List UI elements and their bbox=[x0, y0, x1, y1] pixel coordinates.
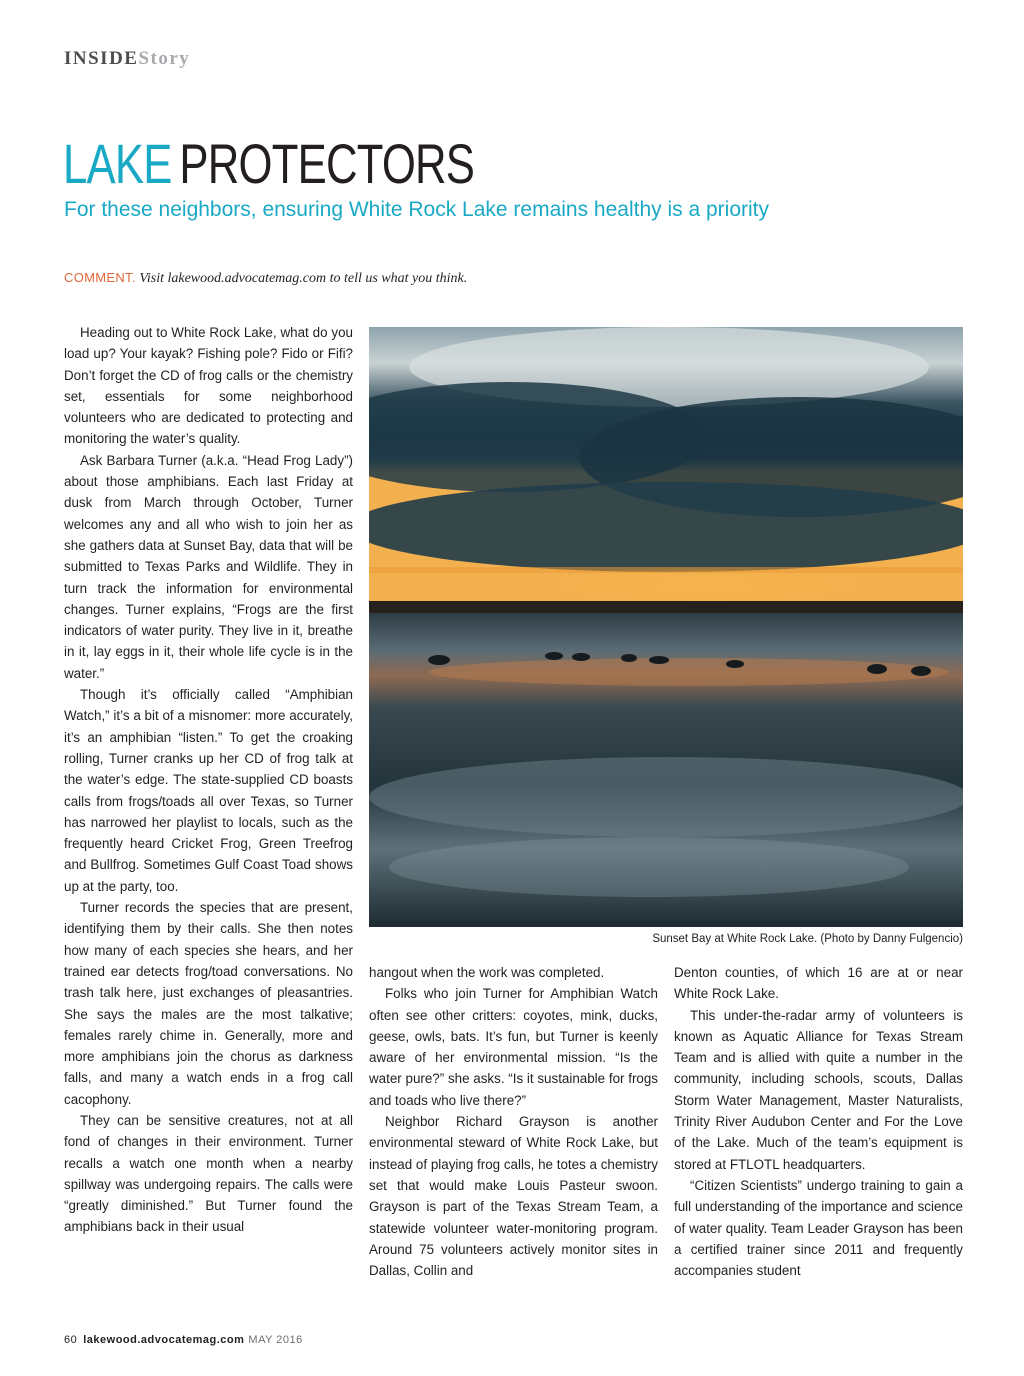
paragraph: This under-the-radar army of volunteers is known as Aquatic Alliance for Texas Stream Team and is allied with quite a number in the community, including schools, scouts, Dallas Storm Water Management, Master Naturalists, Trinity River Audubon Center and For the Love of the Lake. Much of the team’s equipment is stored at FTLOTL headquarters. bbox=[674, 1007, 963, 1172]
comment-text: Visit lakewood.advocatemag.com to tell us what you think. bbox=[139, 271, 468, 286]
footer-date: MAY 2016 bbox=[248, 1334, 303, 1346]
paragraph: Folks who join Turner for Amphibian Watch often see other critters: coyotes, mink, ducks, geese, owls, bats. It’s fun, but Turner is keenly aware of her environmental mission. “Is the water pure?” she asks. “Is it sustainable for frogs and toads who live there?” bbox=[369, 986, 658, 1108]
paragraph: Denton counties, of which 16 are at or near White Rock Lake. bbox=[674, 965, 963, 1002]
paragraph: Neighbor Richard Grayson is another environmental steward of White Rock Lake, but instead of playing frog calls, he totes a chemistry set that would make Louis Pasteur swoon. Grayson is part of the Texas Stream Team, a statewide volunteer water-monitoring program. Around 75 volunteers actively monitor sites in Dallas, Collin and bbox=[369, 1114, 658, 1279]
paragraph: “Citizen Scientists” undergo training to gain a full understanding of the importance and science of water quality. Team Leader Grayson has been a certified trainer since 2011 and frequently accompanies student bbox=[674, 1177, 963, 1279]
article-subtitle: For these neighbors, ensuring White Rock Lake remains healthy is a priority bbox=[64, 198, 769, 221]
section-label-story: Story bbox=[138, 48, 191, 69]
title-part2: PROTECTORS bbox=[179, 132, 475, 195]
footer-url[interactable]: lakewood.advocatemag.com bbox=[83, 1334, 245, 1346]
paragraph: hangout when the work was completed. bbox=[369, 965, 605, 980]
page-footer bbox=[64, 1334, 303, 1346]
title-part1: LAKE bbox=[63, 132, 172, 195]
section-label-inside: INSIDE bbox=[64, 48, 139, 69]
paragraph: Heading out to White Rock Lake, what do you load up? Your kayak? Fishing pole? Fido or Fifi? Don’t forget the CD of frog calls or the chemistry set, essentials for some neighborhood volunteers who are dedicated to protecting and monitoring the water’s quality. bbox=[64, 325, 353, 447]
page-number: 60 bbox=[64, 1334, 78, 1346]
photo-caption: Sunset Bay at White Rock Lake. (Photo by Danny Fulgencio) bbox=[652, 933, 963, 945]
paragraph: Though it’s officially called “Amphibian Watch,” it’s a bit of a misnomer: more accurately, it’s an amphibian “listen.” To get the croaking rolling, Turner cranks up her CD of frog talk at the water’s edge. The state-supplied CD boasts calls from frogs/toads all over Texas, so Turner has narrowed her playlist to locals, such as the frequently heard Cricket Frog, Green Treefrog and Bullfrog. Sometimes Gulf Coast Toad shows up at the party, too. bbox=[64, 687, 353, 894]
article-column-2 bbox=[369, 962, 658, 1281]
lake-photo bbox=[369, 327, 963, 927]
article-column-3 bbox=[674, 962, 963, 1281]
comment-label: COMMENT. bbox=[64, 270, 136, 285]
paragraph: Turner records the species that are present, identifying them by their calls. She then notes how many of each species she hears, and her trained ear detects frog/toad conversations. No trash talk here, just exchanges of pleasantries. She says the males are the most talkative; females rarely chime in. Generally, more and more amphibians join the chorus as darkness falls, and many a watch ends in a frog call cacophony. bbox=[64, 900, 353, 1107]
article-title bbox=[63, 132, 474, 196]
comment-line bbox=[64, 270, 467, 287]
section-label bbox=[64, 48, 190, 70]
paragraph: Ask Barbara Turner (a.k.a. “Head Frog Lady”) about those amphibians. Each last Friday at dusk from March through October, Turner welcomes any and all who wish to join her as she gathers data at Sunset Bay, data that will be submitted to Texas Parks and Wildlife. They in turn track the information for environmental changes. Turner explains, “Frogs are the first indicators of water purity. They live in it, breathe in it, lay eggs in it, their whole life cycle is in the water.” bbox=[64, 452, 353, 681]
article-column-1 bbox=[64, 322, 353, 1238]
paragraph: They can be sensitive creatures, not at all fond of changes in their environment. Turner recalls a watch one month when a nearby spillway was undergoing repairs. The calls were “greatly diminished.” But Turner found the amphibians back in their usual bbox=[64, 1112, 353, 1235]
